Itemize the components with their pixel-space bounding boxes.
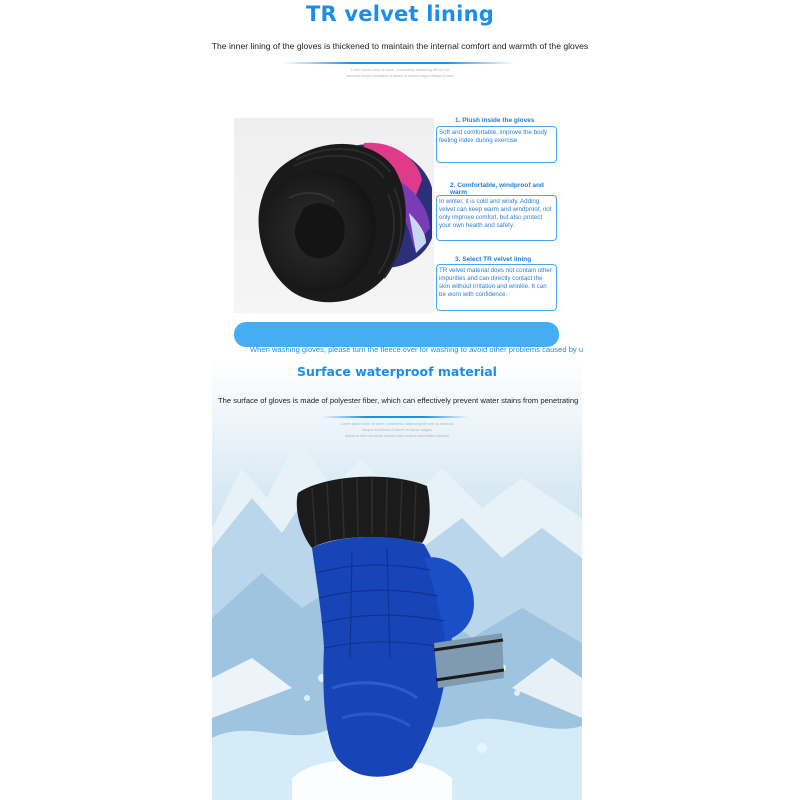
section-subtitle-velvet: The inner lining of the gloves is thickened to maintain the internal comfort and warmth of the gloves	[211, 41, 589, 51]
velvet-glove-photo	[234, 118, 434, 313]
fine-print-line: eiusmod tempor incididunt ut labore et dolore magna aliqua ut enim	[346, 74, 454, 78]
fine-print-line: Lorem ipsum dolor sit amet, consectetur adipiscing elit sed do	[350, 68, 450, 72]
feature-text-2: In winter, it is cold and windy. Adding velvet can keep warm and windproof, not only improve comfort, but also protect your own health and safety.	[439, 198, 552, 229]
title-underline	[322, 416, 468, 418]
feature-title-1: 1. Plush inside the gloves	[455, 117, 535, 124]
feature-title-3: 3. Select TR velvet lining	[455, 256, 532, 263]
waterproof-section	[212, 358, 582, 800]
feature-title-2: 2. Comfortable, windproof and warm	[450, 182, 544, 196]
decorative-bar	[234, 322, 559, 347]
title-underline	[283, 62, 515, 64]
feature-text-3: TR velvet material does not contain other impurities and can directly contact the skin without irritation and wrinkle. It can be worn with confidence.	[439, 267, 552, 298]
feature-box-1	[436, 126, 557, 163]
fine-print-line: Lorem ipsum dolor sit amet, consectetur adipiscing elit sed do eiusmod	[340, 422, 454, 426]
glove-cuff-illustration	[234, 118, 434, 313]
fine-print-line: aliqua ut enim ad minim veniam quis nostrud exercitation ullamco	[345, 434, 449, 438]
fine-print-line: tempor incididunt ut labore et dolore magna	[362, 428, 432, 432]
section-title-waterproof: Surface waterproof material	[297, 364, 497, 379]
feature-box-3	[436, 264, 557, 311]
section-title-velvet: TR velvet lining	[306, 2, 494, 26]
washing-note: When washing gloves, please turn the fleece over for washing to avoid other problems caused by u	[250, 345, 584, 354]
feature-text-1: Soft and comfortable, improve the body feeling index during exercise	[439, 129, 547, 144]
feature-box-2	[436, 195, 557, 241]
section-subtitle-waterproof: The surface of gloves is made of polyester fiber, which can effectively prevent water stains from penetrating	[218, 396, 579, 405]
